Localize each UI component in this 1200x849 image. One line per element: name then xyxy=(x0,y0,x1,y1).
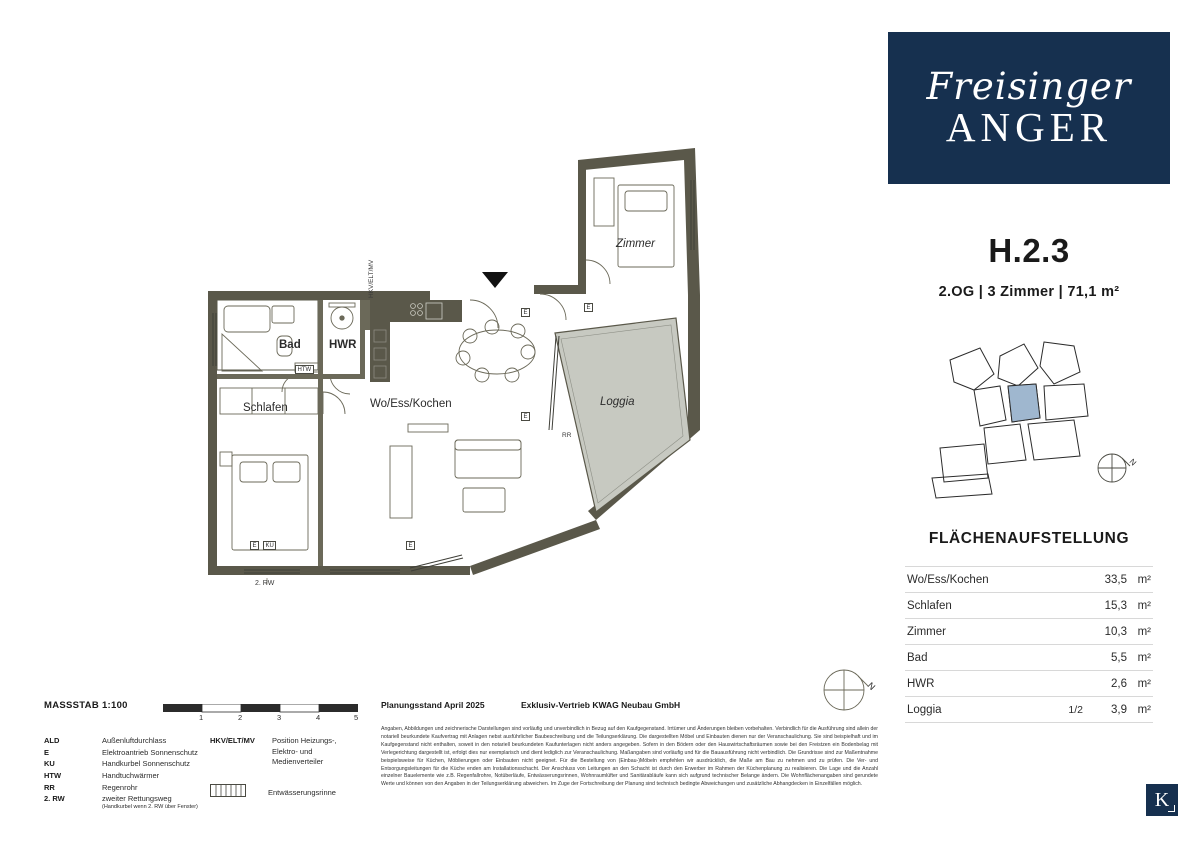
marker-hkv: HKV/ELT/MV xyxy=(368,259,375,298)
area-value: 15,3 xyxy=(1104,599,1127,612)
table-row xyxy=(905,619,1153,645)
marker-2rw: 2. RW xyxy=(255,580,275,587)
kwag-logo-letter: K xyxy=(1154,788,1170,811)
area-unit: m² xyxy=(1137,599,1151,612)
legend-abbr: E xyxy=(44,747,50,757)
table-row xyxy=(905,593,1153,619)
marker-e-2: E xyxy=(584,303,593,312)
table-row xyxy=(905,697,1153,723)
area-name: Bad xyxy=(907,651,928,664)
marker-rr: RR xyxy=(562,432,572,439)
area-unit: m² xyxy=(1137,651,1151,664)
legend-text: Handtuchwärmer xyxy=(102,770,160,780)
area-name: Wo/Ess/Kochen xyxy=(907,573,989,586)
room-label-schlafen: Schlafen xyxy=(243,402,288,414)
marker-e-bottom: E xyxy=(406,541,415,550)
area-fraction xyxy=(1049,593,1083,619)
area-unit: m² xyxy=(1137,677,1151,690)
legend-text: Regenrohr xyxy=(102,782,138,792)
legend-abbr: HTW xyxy=(44,770,62,780)
scale-num-5: 5 xyxy=(354,713,359,722)
exclusive-distributor: Exklusiv-Vertrieb KWAG Neubau GmbH xyxy=(521,700,681,710)
svg-text:N: N xyxy=(1127,457,1139,468)
footer xyxy=(0,680,888,849)
marker-e-1: E xyxy=(521,308,530,317)
unit-summary: 2.OG | 3 Zimmer | 71,1 m² xyxy=(938,284,1120,300)
planning-state: Planungsstand April 2025 xyxy=(381,700,485,710)
area-value: 33,5 xyxy=(1104,573,1127,586)
marker-e-left: E xyxy=(250,541,259,550)
area-unit: m² xyxy=(1137,573,1151,586)
legend-row xyxy=(44,759,198,769)
drain-label: Entwässerungsrinne xyxy=(268,788,336,797)
areas-table xyxy=(905,566,1153,723)
legend-text: Außenluftdurchlass xyxy=(102,736,167,745)
area-fraction xyxy=(1049,567,1083,593)
area-fraction: 1/2 xyxy=(1068,703,1083,716)
scale-num-4: 4 xyxy=(316,713,321,722)
disclaimer-text: Angaben, Abbildungen und zeichnerische Darstellungen sind vorläufig und unverbindlich in Bezug auf den Kaufgegenstand. Irrtümer und Änderungen bleiben vorbehalten. Verbindlich für die Ausführung sind allein der notariell beurkundete Kaufvertrag mit Anlagen nebst ausführlicher Baubeschreibung und die Teilungserklärung. Die dargestellten Möbel und Einbauten dienen nur der Veranschaulichung. Sie sind beispielhaft und im Kaufgegenstand nicht enthalten, soweit in den notariell beurkundeten Kaufunterlagen nicht anders angegeben. Sofern in den Bödern oder den Hauswirtschaftsräumen sowie bei den Freistzen ein Bodenbelag mit Verlegerichtung dargestellt ist, erfolgt dies nur exemplarisch und dient lediglich zur Veranschaulichung. Maßangaben sind vorläufig und für die Bauausführung nicht verbindlich. Die Grundrisse sind zur Maßentnahme beispielsweise für Küchen, Möblierungen oder Einbauten nicht geeignet. Für die Bestellung von (Einbau-)Möbeln empfehlen wir ausdrücklich, die Maße am Bau zu nehmen und zu prüfen. Die Ver- und Entsorgungsleitungen für die Küche enden am Installationsschacht. Der Anschluss von Leitungen an den Schacht ist durch den Erwerber im Rahmen der Küchenplanung zu realisieren. Die Lage und die Anzahl einzelner Bauelemente wie z.B. Regenfallrohre, Notüberläufe, Entwässerungsrinnen, Wohnraumlüfter und Sanitärabläufe kann sich aufgrund technischer Belange ändern. Die Wohnflächenangaben sind gerundete Werte und können von den Angaben in der Teilungserklärung abweichen. Im Zuge der Fortschreibung der Planung sind technisch bedingte Abweichungen und zusätzliche Abhangdecken in Einzelfällen möglich. xyxy=(381,726,878,788)
info-panel xyxy=(888,32,1170,817)
legend-hkv-abbr: HKV/ELT/MV xyxy=(210,736,255,745)
area-unit: m² xyxy=(1137,703,1151,716)
legend-row xyxy=(44,783,198,793)
legend-text: zweiter Rettungsweg xyxy=(102,794,172,804)
areas-title: FLÄCHENAUFSTELLUNG xyxy=(928,530,1130,547)
legend-subtext: (Handkurbel wenn 2. RW über Fenster) xyxy=(102,804,198,811)
area-value: 5,5 xyxy=(1111,651,1127,664)
legend-text: Handkurbel Sonnenschutz xyxy=(102,759,190,769)
legend-hkv-text: Position Heizungs-, Elektro- und Medienverteiler xyxy=(272,736,337,766)
room-label-wohnen: Wo/Ess/Kochen xyxy=(370,398,452,410)
legend-abbr: ALD xyxy=(44,736,60,745)
brand-logo-script: Freisinger xyxy=(926,65,1132,108)
drain-symbol-icon xyxy=(210,784,246,802)
brand-logo-main: ANGER xyxy=(945,104,1113,150)
marker-htw: HTW xyxy=(295,365,314,374)
unit-code: H.2.3 xyxy=(988,232,1070,269)
area-value: 10,3 xyxy=(1104,625,1127,638)
legend-row xyxy=(44,748,198,758)
area-name: HWR xyxy=(907,677,935,690)
area-fraction xyxy=(1049,671,1083,697)
table-row xyxy=(905,671,1153,697)
legend-abbr: 2. RW xyxy=(44,794,65,804)
legend-abbr: KU xyxy=(44,759,55,769)
legend-text: Elektroantrieb Sonnenschutz xyxy=(102,747,198,757)
legend-abbreviations xyxy=(44,736,198,812)
room-label-bad: Bad xyxy=(279,339,301,351)
kwag-logo xyxy=(1146,784,1178,816)
svg-text:N: N xyxy=(865,680,878,693)
legend-row xyxy=(44,736,198,746)
brand-logo xyxy=(888,32,1170,184)
room-label-zimmer: Zimmer xyxy=(616,238,655,250)
area-fraction xyxy=(1049,645,1083,671)
scale-num-1: 1 xyxy=(199,713,204,722)
area-name: Schlafen xyxy=(907,599,952,612)
room-label-hwr: HWR xyxy=(329,339,357,351)
marker-e-3: E xyxy=(521,412,530,421)
scale-bar xyxy=(163,700,358,718)
entrance-arrow xyxy=(482,272,508,288)
table-row xyxy=(905,567,1153,593)
scale-num-2: 2 xyxy=(238,713,243,722)
area-value: 3,9 xyxy=(1111,703,1127,716)
site-plan xyxy=(888,328,1170,508)
scale-num-3: 3 xyxy=(277,713,282,722)
area-fraction xyxy=(1049,619,1083,645)
room-label-loggia: Loggia xyxy=(600,396,635,408)
area-name: Zimmer xyxy=(907,625,946,638)
scale-title: MASSSTAB 1:100 xyxy=(44,700,128,711)
marker-ku-left: KU xyxy=(263,541,276,550)
area-value: 2,6 xyxy=(1111,677,1127,690)
legend-row xyxy=(44,771,198,781)
legend-abbr: RR xyxy=(44,782,55,792)
legend-hkv xyxy=(210,736,360,766)
area-unit: m² xyxy=(1137,625,1151,638)
legend-row xyxy=(44,794,198,810)
area-name: Loggia xyxy=(907,703,942,716)
table-row xyxy=(905,645,1153,671)
